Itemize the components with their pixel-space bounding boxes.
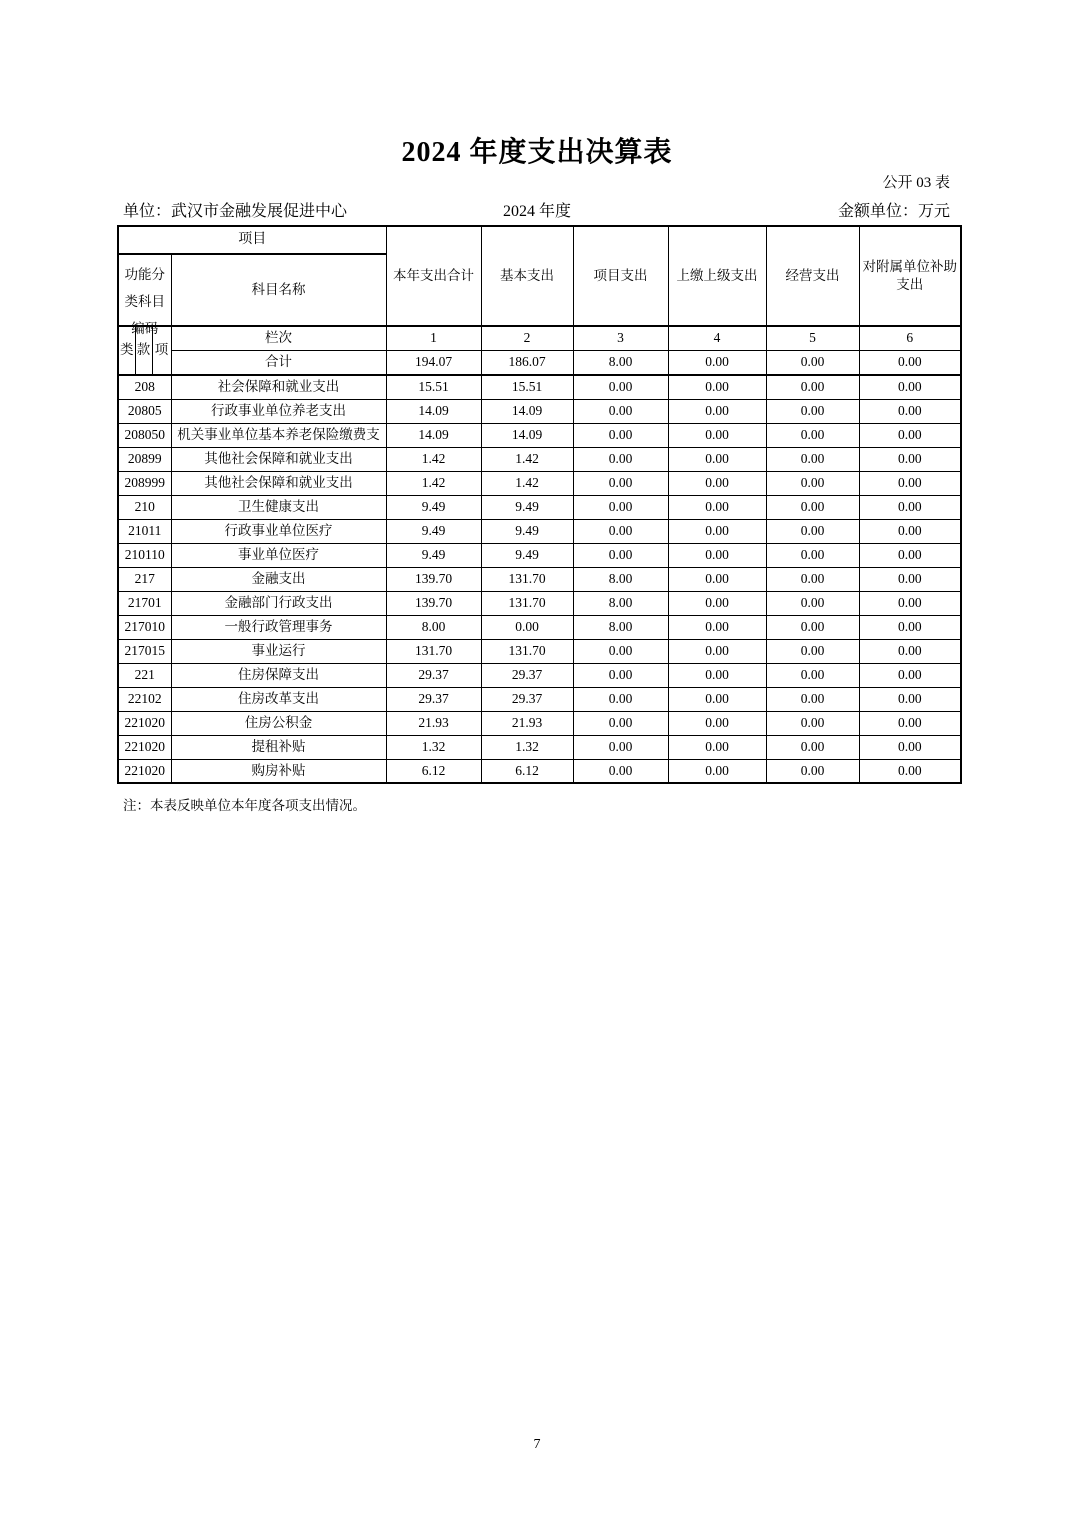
row-code: 21701 — [118, 591, 171, 615]
row-value: 0.00 — [668, 519, 766, 543]
row-value: 0.00 — [573, 471, 668, 495]
table-row — [118, 711, 961, 735]
row-value: 0.00 — [766, 567, 859, 591]
row-value: 8.00 — [573, 567, 668, 591]
table-row — [118, 519, 961, 543]
total-row — [118, 350, 961, 375]
column-index-4: 4 — [668, 326, 766, 350]
table-row — [118, 735, 961, 759]
row-value: 0.00 — [573, 399, 668, 423]
row-value: 1.42 — [481, 471, 573, 495]
public-table-code: 公开 03 表 — [882, 175, 950, 191]
row-value: 0.00 — [668, 735, 766, 759]
row-code: 217015 — [118, 639, 171, 663]
row-value: 0.00 — [668, 615, 766, 639]
row-value: 0.00 — [668, 447, 766, 471]
row-value: 14.09 — [386, 423, 481, 447]
row-subject-name: 金融支出 — [171, 567, 386, 591]
row-value: 9.49 — [386, 519, 481, 543]
row-value: 0.00 — [668, 495, 766, 519]
row-value: 1.32 — [386, 735, 481, 759]
row-value: 0.00 — [859, 471, 961, 495]
row-subject-name: 卫生健康支出 — [171, 495, 386, 519]
row-subject-name: 事业单位医疗 — [171, 543, 386, 567]
table-row — [118, 375, 961, 399]
row-value: 21.93 — [481, 711, 573, 735]
row-value: 1.42 — [386, 471, 481, 495]
column-index-5: 5 — [766, 326, 859, 350]
table-row — [118, 663, 961, 687]
row-value: 0.00 — [766, 591, 859, 615]
row-value: 0.00 — [859, 591, 961, 615]
row-value: 139.70 — [386, 591, 481, 615]
table-row — [118, 495, 961, 519]
total-row-value: 0.00 — [766, 350, 859, 375]
row-subject-name: 一般行政管理事务 — [171, 615, 386, 639]
row-value: 0.00 — [573, 519, 668, 543]
row-value: 6.12 — [386, 759, 481, 783]
row-value: 9.49 — [386, 495, 481, 519]
meta-line — [0, 198, 1074, 220]
row-value: 131.70 — [386, 639, 481, 663]
header-functional-code — [118, 254, 171, 336]
row-value: 0.00 — [573, 735, 668, 759]
header-code-class: 类 — [118, 326, 135, 375]
row-value: 0.00 — [766, 639, 859, 663]
row-subject-name: 事业运行 — [171, 639, 386, 663]
row-value: 0.00 — [668, 639, 766, 663]
row-subject-name: 行政事业单位养老支出 — [171, 399, 386, 423]
row-value: 0.00 — [766, 687, 859, 711]
row-value: 0.00 — [766, 663, 859, 687]
column-index-6: 6 — [859, 326, 961, 350]
row-value: 0.00 — [668, 711, 766, 735]
row-value: 8.00 — [573, 591, 668, 615]
header-total-expenditure: 本年支出合计 — [386, 226, 481, 326]
header-code-subitem: 项 — [152, 326, 171, 375]
row-value: 0.00 — [859, 423, 961, 447]
row-value: 131.70 — [481, 567, 573, 591]
row-value: 0.00 — [766, 495, 859, 519]
row-subject-name: 住房公积金 — [171, 711, 386, 735]
row-subject-name: 金融部门行政支出 — [171, 591, 386, 615]
row-value: 15.51 — [481, 375, 573, 399]
row-value: 0.00 — [859, 687, 961, 711]
row-value: 0.00 — [573, 495, 668, 519]
expenditure-table — [117, 225, 962, 784]
row-value: 0.00 — [668, 399, 766, 423]
row-value: 0.00 — [573, 375, 668, 399]
row-value: 14.09 — [481, 423, 573, 447]
page-title: 2024 年度支出决算表 — [401, 137, 673, 168]
row-value: 0.00 — [573, 423, 668, 447]
row-subject-name: 住房保障支出 — [171, 663, 386, 687]
unit-label: 单位：武汉市金融发展促进中心 — [123, 203, 348, 220]
column-index-1: 1 — [386, 326, 481, 350]
row-value: 0.00 — [668, 543, 766, 567]
row-value: 0.00 — [766, 447, 859, 471]
header-row-column-index — [118, 326, 961, 350]
row-value: 0.00 — [573, 639, 668, 663]
row-value: 0.00 — [859, 759, 961, 783]
row-value: 0.00 — [859, 447, 961, 471]
row-value: 0.00 — [573, 543, 668, 567]
row-value: 0.00 — [766, 615, 859, 639]
row-value: 0.00 — [859, 567, 961, 591]
column-index-label: 栏次 — [171, 326, 386, 350]
total-row-value: 186.07 — [481, 350, 573, 375]
table-row — [118, 567, 961, 591]
row-value: 0.00 — [859, 615, 961, 639]
row-value: 0.00 — [668, 471, 766, 495]
row-value: 0.00 — [668, 567, 766, 591]
row-code: 22102 — [118, 687, 171, 711]
row-value: 0.00 — [859, 735, 961, 759]
row-code: 20899 — [118, 447, 171, 471]
row-code: 221020 — [118, 735, 171, 759]
table-body — [118, 375, 961, 783]
row-value: 14.09 — [481, 399, 573, 423]
row-value: 9.49 — [481, 519, 573, 543]
row-code: 20805 — [118, 399, 171, 423]
row-value: 0.00 — [573, 687, 668, 711]
row-value: 15.51 — [386, 375, 481, 399]
row-value: 29.37 — [481, 663, 573, 687]
row-value: 131.70 — [481, 591, 573, 615]
row-value: 0.00 — [481, 615, 573, 639]
row-value: 8.00 — [573, 615, 668, 639]
row-value: 29.37 — [386, 687, 481, 711]
row-subject-name: 其他社会保障和就业支出 — [171, 471, 386, 495]
row-value: 21.93 — [386, 711, 481, 735]
table-row — [118, 639, 961, 663]
column-index-3: 3 — [573, 326, 668, 350]
row-value: 139.70 — [386, 567, 481, 591]
row-subject-name: 其他社会保障和就业支出 — [171, 447, 386, 471]
row-value: 0.00 — [766, 399, 859, 423]
row-subject-name: 住房改革支出 — [171, 687, 386, 711]
row-value: 0.00 — [766, 543, 859, 567]
table-row — [118, 399, 961, 423]
row-value: 9.49 — [386, 543, 481, 567]
row-code: 208 — [118, 375, 171, 399]
row-value: 0.00 — [859, 495, 961, 519]
table-row — [118, 543, 961, 567]
row-value: 1.32 — [481, 735, 573, 759]
row-value: 0.00 — [859, 399, 961, 423]
row-value: 0.00 — [573, 759, 668, 783]
table-row — [118, 687, 961, 711]
row-subject-name: 提租补贴 — [171, 735, 386, 759]
row-value: 0.00 — [766, 711, 859, 735]
functional-code-clipped-text: 功能分 类科目 编码 — [124, 267, 165, 336]
row-value: 0.00 — [573, 447, 668, 471]
row-value: 0.00 — [859, 663, 961, 687]
total-row-label: 合计 — [171, 350, 386, 375]
row-value: 0.00 — [573, 663, 668, 687]
row-code: 217 — [118, 567, 171, 591]
header-project: 项目 — [118, 226, 386, 254]
row-code: 221020 — [118, 759, 171, 783]
row-value: 0.00 — [668, 687, 766, 711]
row-value: 6.12 — [481, 759, 573, 783]
row-value: 0.00 — [766, 735, 859, 759]
row-value: 0.00 — [859, 711, 961, 735]
header-subsidy-affiliated: 对附属单位补助支出 — [859, 226, 961, 326]
header-upward-payment: 上缴上级支出 — [668, 226, 766, 326]
table-row — [118, 447, 961, 471]
column-index-2: 2 — [481, 326, 573, 350]
total-row-value: 194.07 — [386, 350, 481, 375]
row-value: 0.00 — [573, 711, 668, 735]
row-value: 9.49 — [481, 543, 573, 567]
table-note: 注：本表反映单位本年度各项支出情况。 — [123, 798, 366, 813]
year-label: 2024 年度 — [502, 203, 571, 220]
total-row-value: 0.00 — [668, 350, 766, 375]
row-code: 217010 — [118, 615, 171, 639]
row-code: 210 — [118, 495, 171, 519]
row-value: 0.00 — [766, 471, 859, 495]
total-row-value: 0.00 — [859, 350, 961, 375]
table-row — [118, 759, 961, 783]
amount-unit-label: 金额单位：万元 — [837, 203, 950, 220]
row-subject-name: 社会保障和就业支出 — [171, 375, 386, 399]
row-value: 0.00 — [859, 639, 961, 663]
row-value: 29.37 — [386, 663, 481, 687]
row-value: 29.37 — [481, 687, 573, 711]
row-value: 0.00 — [859, 519, 961, 543]
page-number: 7 — [533, 1437, 541, 1452]
row-value: 131.70 — [481, 639, 573, 663]
row-value: 0.00 — [859, 375, 961, 399]
table-row — [118, 615, 961, 639]
table-row — [118, 591, 961, 615]
row-value: 0.00 — [668, 759, 766, 783]
row-code: 221 — [118, 663, 171, 687]
header-operating-expenditure: 经营支出 — [766, 226, 859, 326]
header-basic-expenditure: 基本支出 — [481, 226, 573, 326]
row-value: 0.00 — [859, 543, 961, 567]
row-code: 210110 — [118, 543, 171, 567]
row-value: 0.00 — [766, 423, 859, 447]
row-value: 0.00 — [668, 375, 766, 399]
table-row — [118, 423, 961, 447]
row-code: 208050 — [118, 423, 171, 447]
row-value: 9.49 — [481, 495, 573, 519]
header-project-expenditure: 项目支出 — [573, 226, 668, 326]
header-code-item: 款 — [135, 326, 152, 375]
total-row-value: 8.00 — [573, 350, 668, 375]
row-value: 0.00 — [766, 759, 859, 783]
table-row — [118, 471, 961, 495]
row-value: 0.00 — [668, 663, 766, 687]
row-code: 221020 — [118, 711, 171, 735]
row-value: 0.00 — [766, 375, 859, 399]
row-subject-name: 机关事业单位基本养老保险缴费支 — [171, 423, 386, 447]
row-value: 0.00 — [668, 591, 766, 615]
row-subject-name: 购房补贴 — [171, 759, 386, 783]
row-value: 0.00 — [668, 423, 766, 447]
row-value: 0.00 — [766, 519, 859, 543]
row-value: 1.42 — [386, 447, 481, 471]
row-subject-name: 行政事业单位医疗 — [171, 519, 386, 543]
row-value: 1.42 — [481, 447, 573, 471]
row-code: 21011 — [118, 519, 171, 543]
header-row-project — [118, 226, 961, 254]
row-value: 8.00 — [386, 615, 481, 639]
header-subject-name: 科目名称 — [171, 254, 386, 326]
row-code: 208999 — [118, 471, 171, 495]
row-value: 14.09 — [386, 399, 481, 423]
